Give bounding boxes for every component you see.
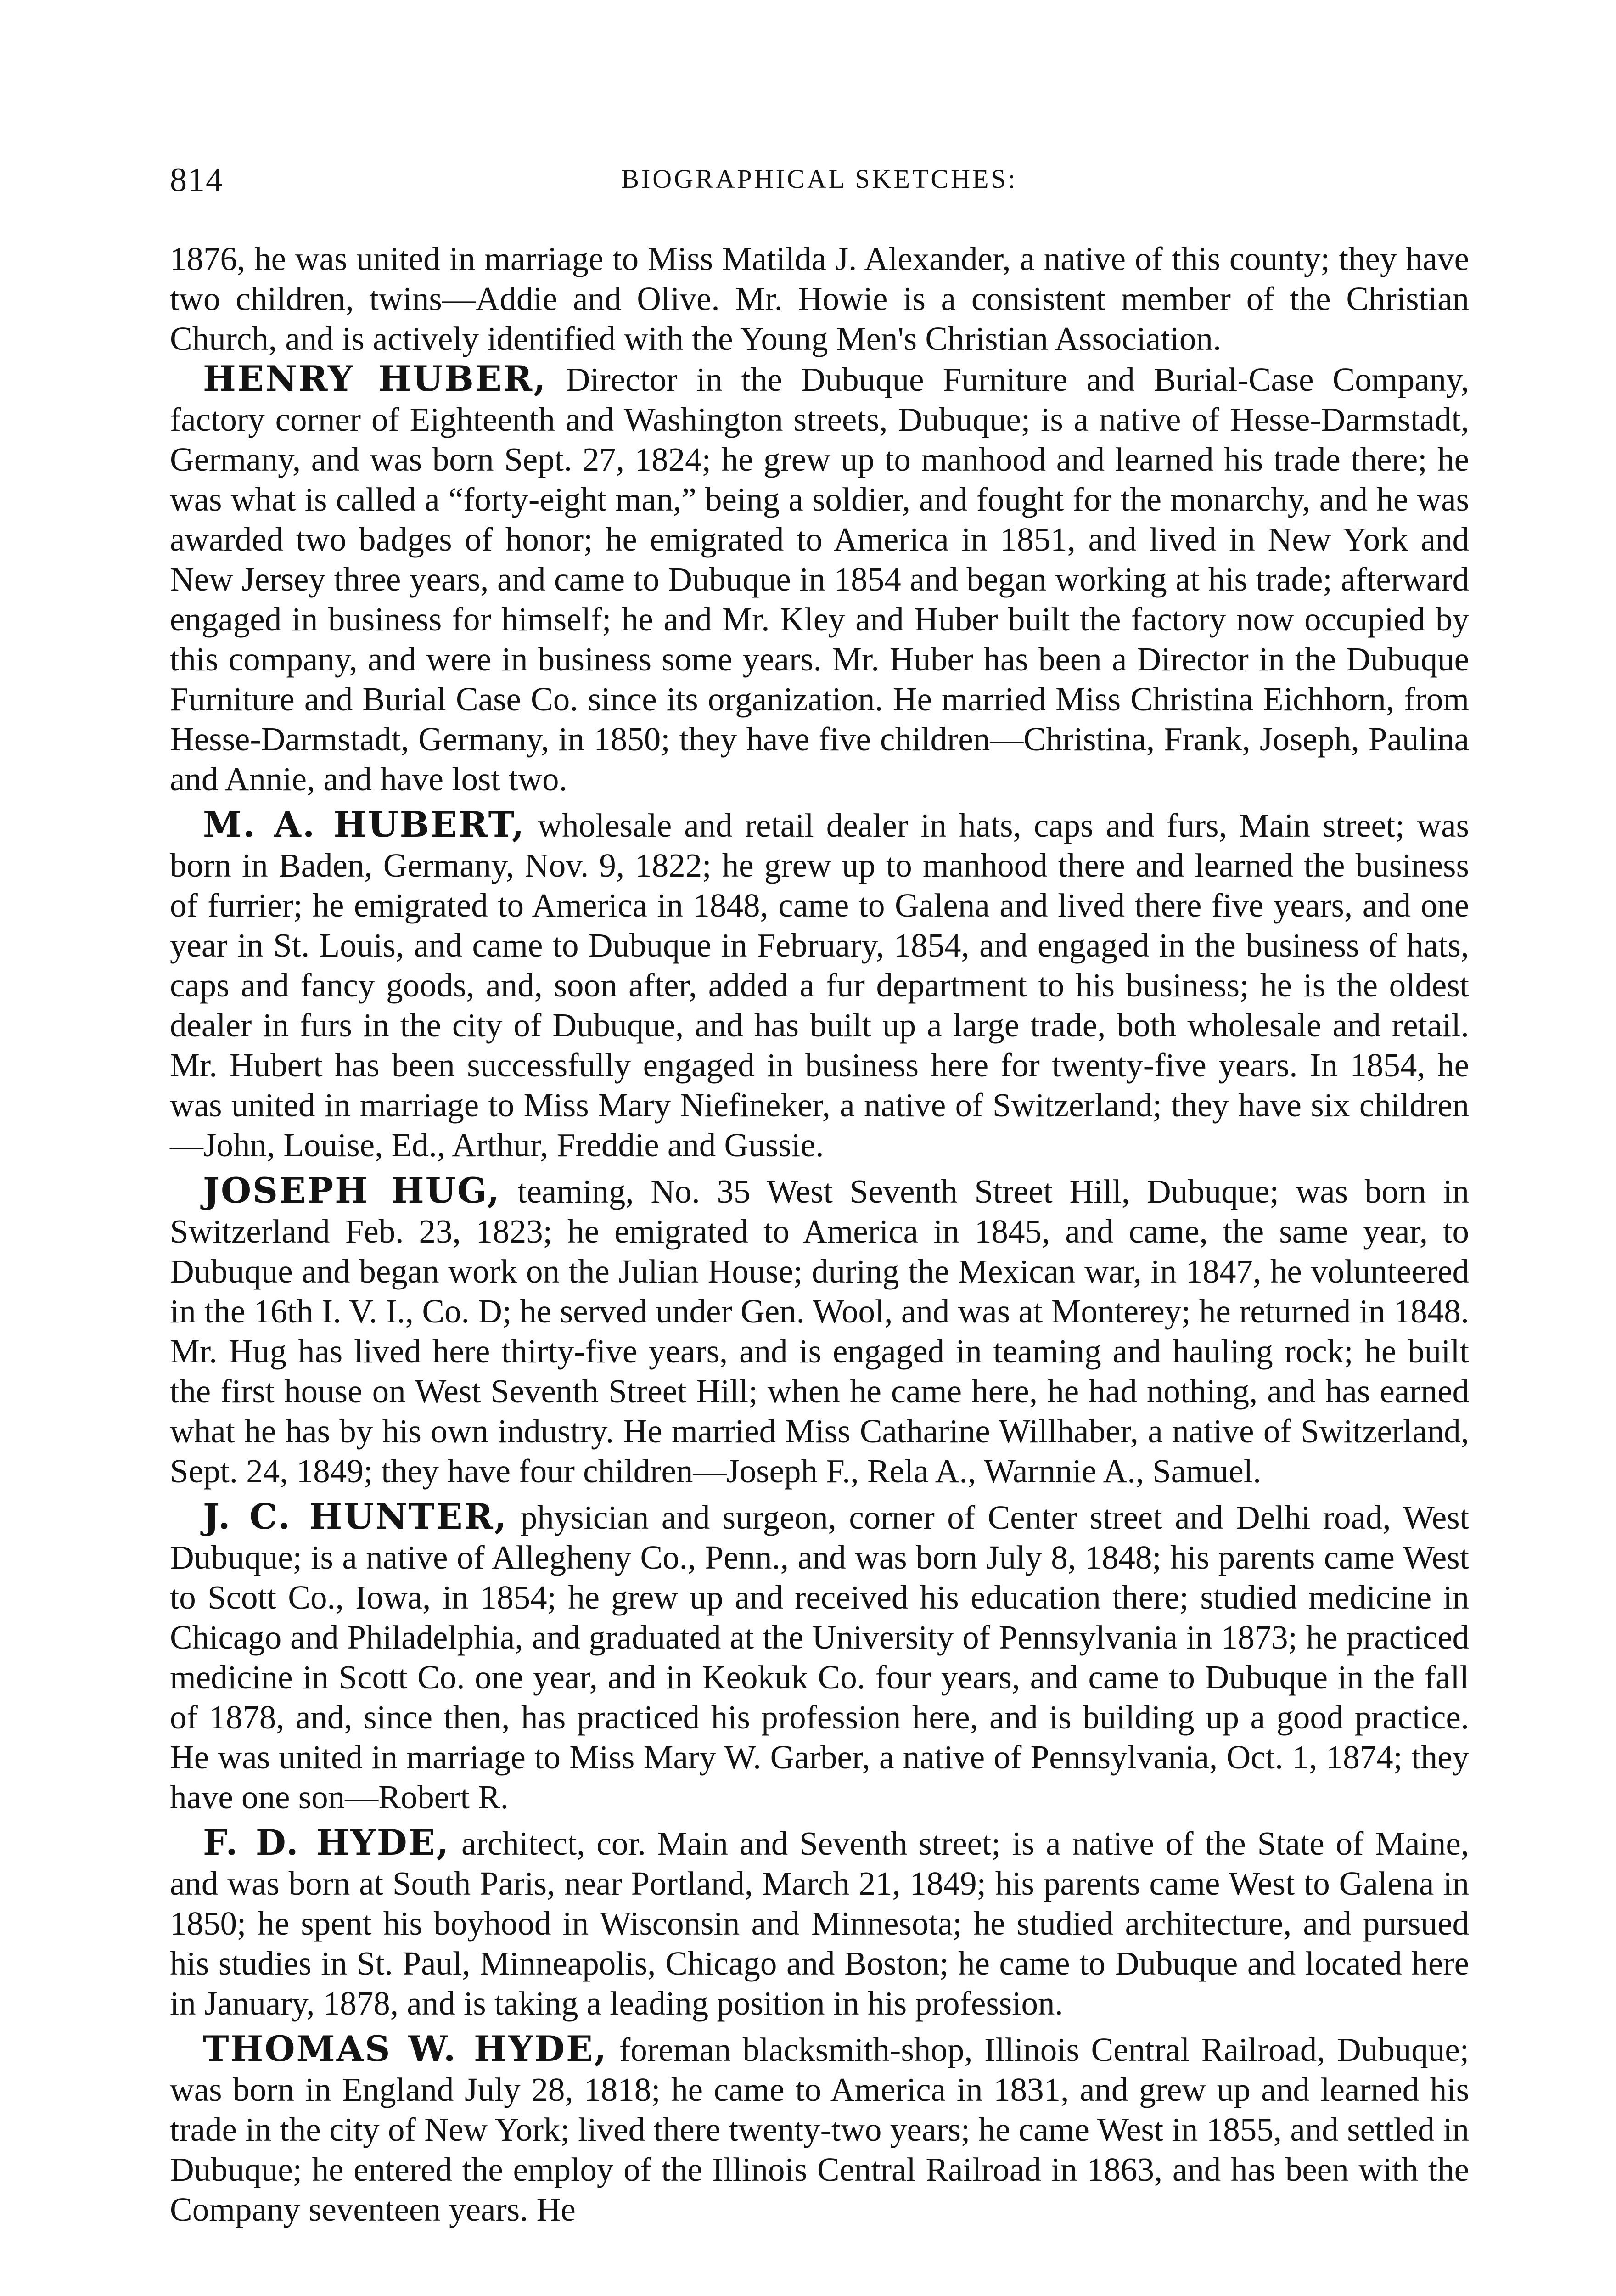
- entry-text: wholesale and retail dealer in hats, caps and furs, Main street; was born in Baden, Germany, Nov. 9, 1822; he grew up to manhood there and learned the business of furrier; he emigrated to America in 1848, came to Galena and lived there five years, and one year in St. Louis, and came to Dubuque in February, 1854, and engaged in the business of hats, caps and fancy goods, and, soon after, added a fur department to his business; he is the oldest dealer in furs in the city of Dubuque, and has built up a large trade, both wholesale and retail. Mr. Hubert has been successfully engaged in business here for twenty-five years. In 1854, he was united in marriage to Miss Mary Niefineker, a native of Switzerland; they have six children—John, Louise, Ed., Arthur, Freddie and Gussie.: [170, 807, 1469, 1164]
- entry-text: architect, cor. Main and Seventh street; is a native of the State of Maine, and was born at South Paris, near Portland, March 21, 1849; his parents came West to Galena in 1850; he spent his boyhood in Wisconsin and Minnesota; he studied architecture, and pursued his studies in St. Paul, Minneapolis, Chicago and Boston; he came to Dubuque and located here in January, 1878, and is taking a leading position in his profession.: [170, 1825, 1469, 2022]
- page-number: 814: [170, 161, 224, 199]
- entry-text: foreman blacksmith-shop, Illinois Central Railroad, Dubuque; was born in England July 28, 1818; he came to America in 1831, and grew up and learned his trade in the city of New York; lived there twenty-two years; he came West in 1855, and settled in Dubuque; he entered the employ of the Illinois Central Railroad in 1863, and has been with the Company seventeen years. He: [170, 2031, 1469, 2228]
- running-title: BIOGRAPHICAL SKETCHES:: [621, 164, 1018, 194]
- entry-name: F. D. HYDE,: [203, 1822, 450, 1863]
- entry-text: physician and surgeon, corner of Center street and Delhi road, West Dubuque; is a native of Allegheny Co., Penn., and was born July 8, 1848; his parents came West to Scott Co., Iowa, in 1854; he grew up and received his education there; studied medicine in Chicago and Philadelphia, and graduated at the University of Pennsylvania in 1873; he practiced medicine in Scott Co. one year, and in Keokuk Co. four years, and came to Dubuque in the fall of 1878, and, since then, has practiced his profession here, and is building up a good practice. He was united in marriage to Miss Mary W. Garber, a native of Pennsylvania, Oct. 1, 1874; they have one son—Robert R.: [170, 1499, 1469, 1816]
- entry-henry-huber: [170, 359, 1469, 799]
- entry-name: THOMAS W. HYDE,: [203, 2028, 608, 2069]
- entry-thomas-w-hyde: [170, 2029, 1469, 2229]
- entry-j-c-hunter: [170, 1497, 1469, 1817]
- entry-joseph-hug: [170, 1171, 1469, 1491]
- entry-f-d-hyde: [170, 1823, 1469, 2023]
- continuation-paragraph: 1876, he was united in marriage to Miss Matilda J. Alexander, a native of this county; they have two children, twins—Addie and Olive. Mr. Howie is a consistent member of the Christian Church, and is actively identified with the Young Men's Christian Association.: [170, 240, 1469, 357]
- entry-name: HENRY HUBER,: [203, 358, 547, 399]
- entry-name: JOSEPH HUG,: [203, 1170, 501, 1211]
- book-page: [170, 161, 1469, 2229]
- entry-name: M. A. HUBERT,: [203, 804, 526, 845]
- entry-text: teaming, No. 35 West Seventh Street Hill, Dubuque; was born in Switzerland Feb. 23, 1823; he emigrated to America in 1845, and came, the same year, to Dubuque and began work on the Julian House; during the Mexican war, in 1847, he volunteered in the 16th I. V. I., Co. D; he served under Gen. Wool, and was at Monterey; he returned in 1848. Mr. Hug has lived here thirty-five years, and is engaged in teaming and hauling rock; he built the first house on West Seventh Street Hill; when he came here, he had nothing, and has earned what he has by his own industry. He married Miss Catharine Willhaber, a native of Switzerland, Sept. 24, 1849; they have four children—Joseph F., Rela A., Warnnie A., Samuel.: [170, 1173, 1469, 1490]
- entry-name: J. C. HUNTER,: [203, 1496, 508, 1537]
- entry-text: Director in the Dubuque Furniture and Burial-Case Company, factory corner of Eighteenth and Washington streets, Dubuque; is a native of Hesse-Darmstadt, Germany, and was born Sept. 27, 1824; he grew up to manhood and learned his trade there; he was what is called a “forty-eight man,” being a soldier, and fought for the monarchy, and he was awarded two badges of honor; he emigrated to America in 1851, and lived in New York and New Jersey three years, and came to Dubuque in 1854 and began working at his trade; afterward engaged in business for himself; he and Mr. Kley and Huber built the factory now occupied by this company, and were in business some years. Mr. Huber has been a Director in the Dubuque Furniture and Burial Case Co. since its organization. He married Miss Christina Eichhorn, from Hesse-Darmstadt, Germany, in 1850; they have five children—Christina, Frank, Joseph, Paulina and Annie, and have lost two.: [170, 361, 1469, 798]
- running-head: [170, 161, 1469, 211]
- entry-m-a-hubert: [170, 805, 1469, 1165]
